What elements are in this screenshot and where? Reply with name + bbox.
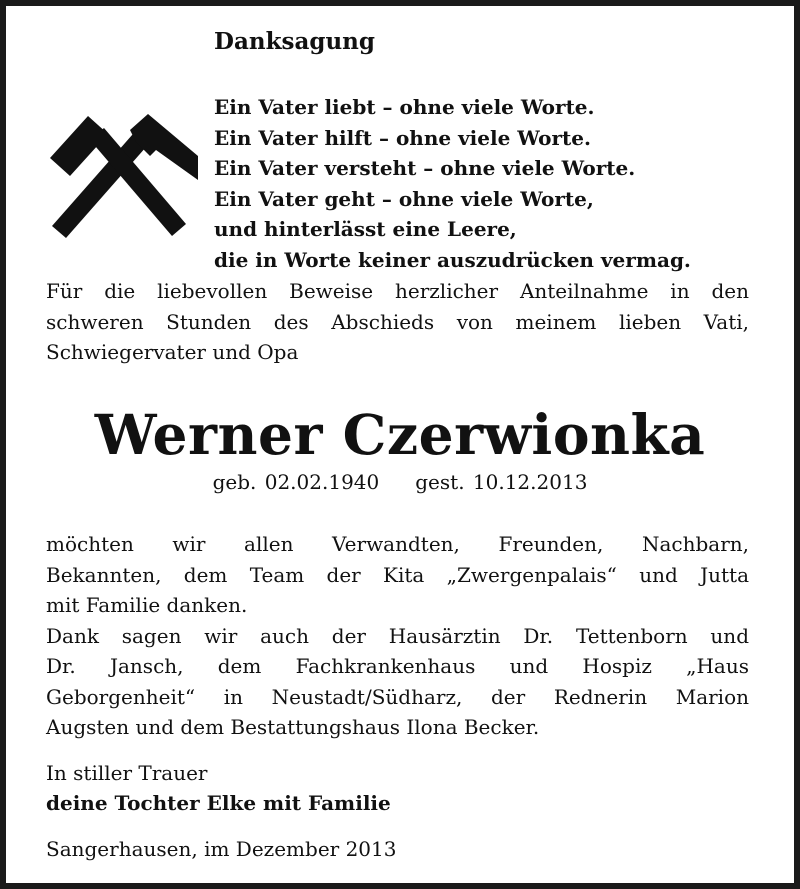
intro-line: Für die liebevollen Beweise herzlicher Anteilnahme in den: [46, 279, 749, 303]
poem-line: Ein Vater liebt – ohne viele Worte.: [214, 95, 595, 119]
family-signature: deine Tochter Elke mit Familie: [46, 791, 391, 815]
poem-line: Ein Vater geht – ohne viele Worte,: [214, 186, 594, 211]
thanks-paragraph: [46, 529, 749, 743]
thanks-line: Geborgenheit“ in Neustadt/Südharz, der Rednerin Marion: [46, 684, 749, 709]
intro-line: schweren Stunden des Abschieds von meinem lieben Vati,: [46, 309, 749, 334]
birth-date: geb. 02.02.1940: [212, 470, 380, 494]
place-date: Sangerhausen, im Dezember 2013: [46, 837, 397, 861]
poem-line: Ein Vater versteht – ohne viele Worte.: [214, 156, 636, 181]
thanks-line: möchten wir allen Verwandten, Freunden, Nachbarn,: [46, 532, 749, 556]
thanks-line: Bekannten, dem Team der Kita „Zwergenpalais“ und Jutta: [46, 562, 749, 587]
hammer-and-pick-icon: [44, 110, 204, 249]
thanks-line: Augsten und dem Bestattungshaus Ilona Becker.: [46, 715, 540, 739]
life-dates: [6, 470, 794, 494]
mourning-line: In stiller Trauer: [46, 761, 208, 785]
intro-paragraph: [46, 276, 749, 368]
thanks-line: mit Familie danken.: [46, 593, 248, 617]
intro-line: Schwiegervater und Opa: [46, 340, 299, 364]
thanks-line: Dank sagen wir auch der Hausärztin Dr. Tettenborn und: [46, 623, 749, 648]
poem-line: die in Worte keiner auszudrücken vermag.: [214, 247, 691, 272]
notice-title: Danksagung: [214, 28, 375, 55]
poem-line: Ein Vater hilft – ohne viele Worte.: [214, 125, 591, 150]
poem: [214, 92, 691, 276]
death-date: gest. 10.12.2013: [415, 470, 588, 494]
deceased-name: Werner Czerwionka: [94, 402, 706, 467]
thanks-line: Dr. Jansch, dem Fachkrankenhaus und Hospiz „Haus: [46, 654, 749, 678]
poem-line: und hinterlässt eine Leere,: [214, 217, 517, 242]
